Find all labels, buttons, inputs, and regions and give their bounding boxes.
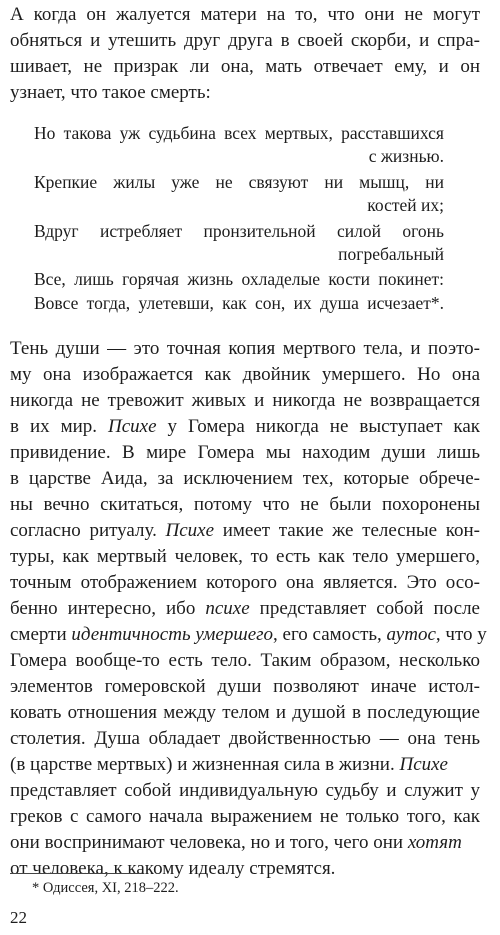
text-line: А когда он жалуется матери на то, что они не могут bbox=[10, 4, 480, 25]
text-line: узнает, что такое смерть: bbox=[10, 82, 211, 103]
text-line: смерти идентичность умершего, его самость, аутос, что у bbox=[10, 624, 487, 645]
text-line: элементов гомеровской души позволяют иначе истол- bbox=[10, 676, 480, 697]
text-line: ны вечно скитаться, потому что не были похоронены bbox=[10, 494, 480, 515]
text-line: от человека, к какому идеалу стремятся. bbox=[10, 858, 336, 879]
text-line: согласно ритуалу. Психе имеет такие же телесные кон- bbox=[10, 520, 480, 541]
text-line: обняться и утешить друг друга в своей скорби, и спра- bbox=[10, 30, 480, 51]
text-line: с жизнью. bbox=[368, 146, 444, 166]
text-line: ковать отношения между телом и душой в последующие bbox=[10, 702, 480, 723]
text-line: погребальный bbox=[338, 244, 444, 264]
text-line: Но такова уж судьбина всех мертвых, расставшихся bbox=[34, 123, 444, 143]
text-line: никогда не тревожит живых и никогда не возвращается bbox=[10, 390, 480, 411]
page-number: 22 bbox=[10, 908, 27, 927]
text-line: Вдруг истребляет пронзительной силой огонь bbox=[34, 221, 444, 241]
text-line: шивает, не призрак ли она, мать отвечает ему, и он bbox=[10, 56, 480, 77]
text-line: столетия. Душа обладает двойственностью — она тень bbox=[10, 728, 480, 749]
text-line: костей их; bbox=[367, 195, 444, 215]
text-line: Вовсе тогда, улетевши, как сон, их душа исчезает*. bbox=[34, 293, 444, 313]
text-line: бенно интересно, ибо психе представляет собой после bbox=[10, 598, 480, 619]
text-line: греков с самого начала выражением не только того, как bbox=[10, 806, 480, 827]
text-line: Гомера вообще-то есть тело. Таким образом, несколько bbox=[10, 650, 480, 671]
footnote-rule bbox=[10, 873, 142, 874]
text-line: привидение. В мире Гомера мы находим души лишь bbox=[10, 442, 480, 463]
text-line: Все, лишь горячая жизнь охладелые кости покинет: bbox=[34, 269, 444, 289]
text-line: в царстве Аида, за исключением тех, которые обрече- bbox=[10, 468, 480, 489]
text-line: туры, как мертвый человек, то есть как тело умершего, bbox=[10, 546, 480, 567]
text-line: Тень души — это точная копия мертвого тела, и поэто- bbox=[10, 338, 480, 359]
text-line: точным отображением которого она является. Это осо- bbox=[10, 572, 480, 593]
footnote: * Одиссея, XI, 218–222. bbox=[32, 880, 179, 896]
text-line: (в царстве мертвых) и жизненная сила в жизни. Психе bbox=[10, 754, 448, 775]
text-line: в их мир. Психе у Гомера никогда не выступает как bbox=[10, 416, 480, 437]
text-line: му она изображается как двойник умершего. Но она bbox=[10, 364, 480, 385]
text-line: представляет собой индивидуальную судьбу и служит у bbox=[10, 780, 480, 801]
text-line: Крепкие жилы уже не связуют ни мышц, ни bbox=[34, 172, 444, 192]
text-line: они воспринимают человека, но и того, чего они хотят bbox=[10, 832, 462, 853]
